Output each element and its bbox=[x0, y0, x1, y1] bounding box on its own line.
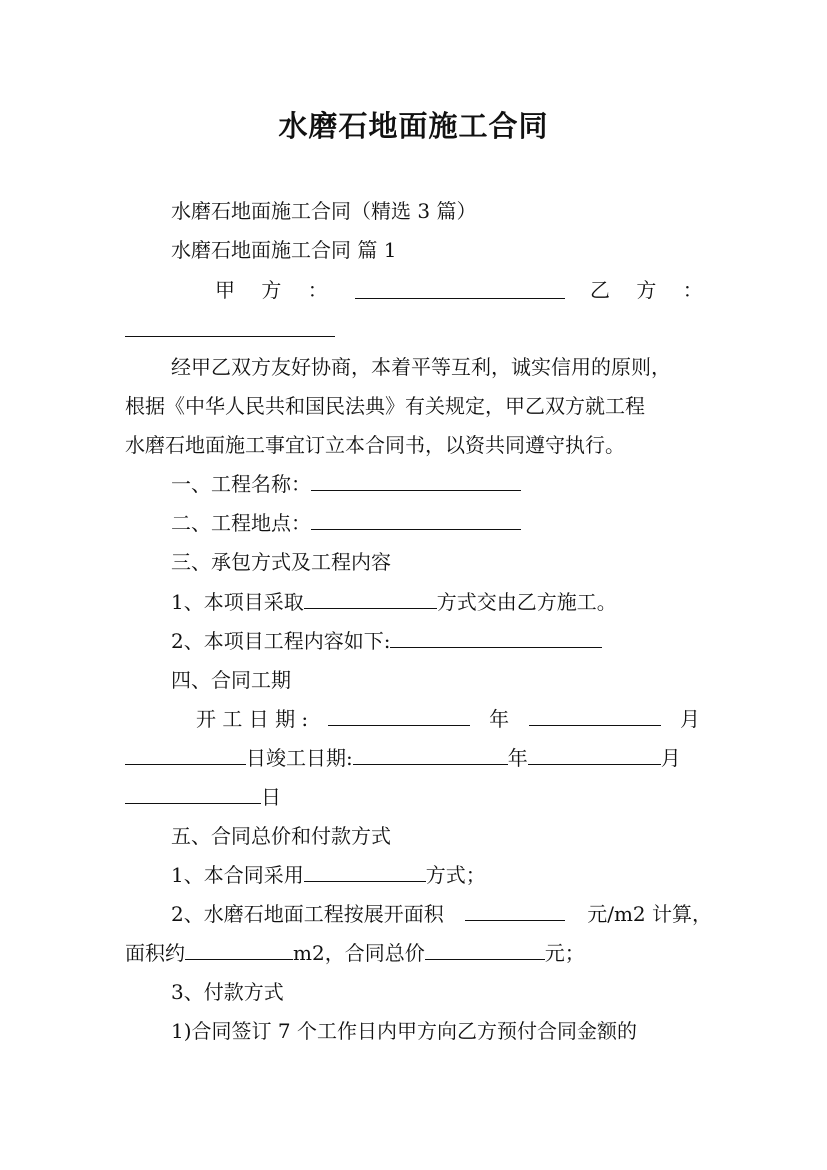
project-name-blank bbox=[311, 470, 521, 491]
item-contract-method: 三、承包方式及工程内容 bbox=[171, 550, 391, 574]
unit-price-row bbox=[171, 900, 712, 928]
item-project-name-label: 一、工程名称： bbox=[171, 472, 311, 496]
item-payment-method: 3、付款方式 bbox=[171, 980, 284, 1004]
start-month-blank bbox=[529, 705, 661, 726]
start-date-label: 开 工 日 期 : bbox=[196, 707, 309, 731]
item-contract-period: 四、合同工期 bbox=[171, 668, 291, 692]
end-date-row bbox=[125, 744, 681, 772]
item-project-location bbox=[171, 509, 521, 537]
item-price-method-suffix: 方式； bbox=[425, 863, 486, 887]
area-label: 面积约 bbox=[125, 941, 185, 965]
item-project-content-label: 2、本项目工程内容如下: bbox=[171, 629, 391, 653]
project-content-blank bbox=[390, 627, 602, 648]
item-total-price: 五、合同总价和付款方式 bbox=[171, 824, 391, 848]
intro-line-3: 水磨石地面施工事宜订立本合同书，以资共同遵守执行。 bbox=[125, 433, 625, 457]
subtitle: 水磨石地面施工合同（精选 3 篇） bbox=[171, 199, 477, 223]
item-price-method bbox=[171, 861, 486, 889]
item-project-content bbox=[171, 627, 602, 655]
unit-price-label: 2、水磨石地面工程按展开面积 bbox=[171, 902, 444, 926]
start-year-blank bbox=[328, 705, 470, 726]
end-day-label: 日 bbox=[261, 785, 281, 809]
unit-price-suffix: 元/m2 计算， bbox=[587, 902, 712, 926]
intro-line-1: 经甲乙双方友好协商，本着平等互利，诚实信用的原则， bbox=[171, 355, 671, 379]
project-location-blank bbox=[311, 509, 521, 530]
end-year-label: 年 bbox=[507, 746, 528, 770]
item-project-name bbox=[171, 470, 521, 498]
start-day-blank bbox=[125, 744, 246, 765]
start-year-label: 年 bbox=[489, 707, 510, 731]
end-month-label: 月 bbox=[660, 746, 681, 770]
intro-line-2: 根据《中华人民共和国民法典》有关规定，甲乙双方就工程 bbox=[125, 394, 645, 418]
party-b-blank bbox=[125, 316, 335, 337]
area-blank bbox=[185, 939, 293, 960]
unit-price-blank bbox=[465, 900, 565, 921]
end-month-blank bbox=[528, 744, 661, 765]
item-project-location-label: 二、工程地点： bbox=[171, 511, 311, 535]
total-price-blank bbox=[425, 939, 545, 960]
total-price-suffix: 元； bbox=[544, 941, 585, 965]
item-method-adopted bbox=[171, 588, 617, 616]
item-price-method-label: 1、本合同采用 bbox=[171, 863, 304, 887]
section-heading: 水磨石地面施工合同 篇 1 bbox=[171, 238, 397, 262]
item-payment-clause-1: 1)合同签订 7 个工作日内甲方向乙方预付合同金额的 bbox=[171, 1019, 637, 1043]
document-title: 水磨石地面施工合同 bbox=[278, 109, 549, 143]
area-row bbox=[125, 939, 585, 967]
end-day-blank bbox=[125, 783, 261, 804]
party-b-label: 乙 方 ： bbox=[590, 278, 703, 302]
price-method-blank bbox=[304, 861, 426, 882]
start-month-label: 月 bbox=[679, 707, 700, 731]
party-a-label: 甲 方 ： bbox=[215, 278, 328, 302]
start-date-row bbox=[196, 705, 700, 733]
end-date-label: 日竣工日期: bbox=[246, 746, 353, 770]
item-method-adopted-label: 1、本项目采取 bbox=[171, 590, 304, 614]
item-method-adopted-suffix: 方式交由乙方施工。 bbox=[436, 590, 617, 614]
party-a-blank bbox=[355, 278, 565, 299]
end-year-blank bbox=[353, 744, 508, 765]
area-unit-total-label: m2，合同总价 bbox=[293, 941, 425, 965]
end-day-row bbox=[125, 783, 281, 811]
method-blank bbox=[304, 588, 437, 609]
